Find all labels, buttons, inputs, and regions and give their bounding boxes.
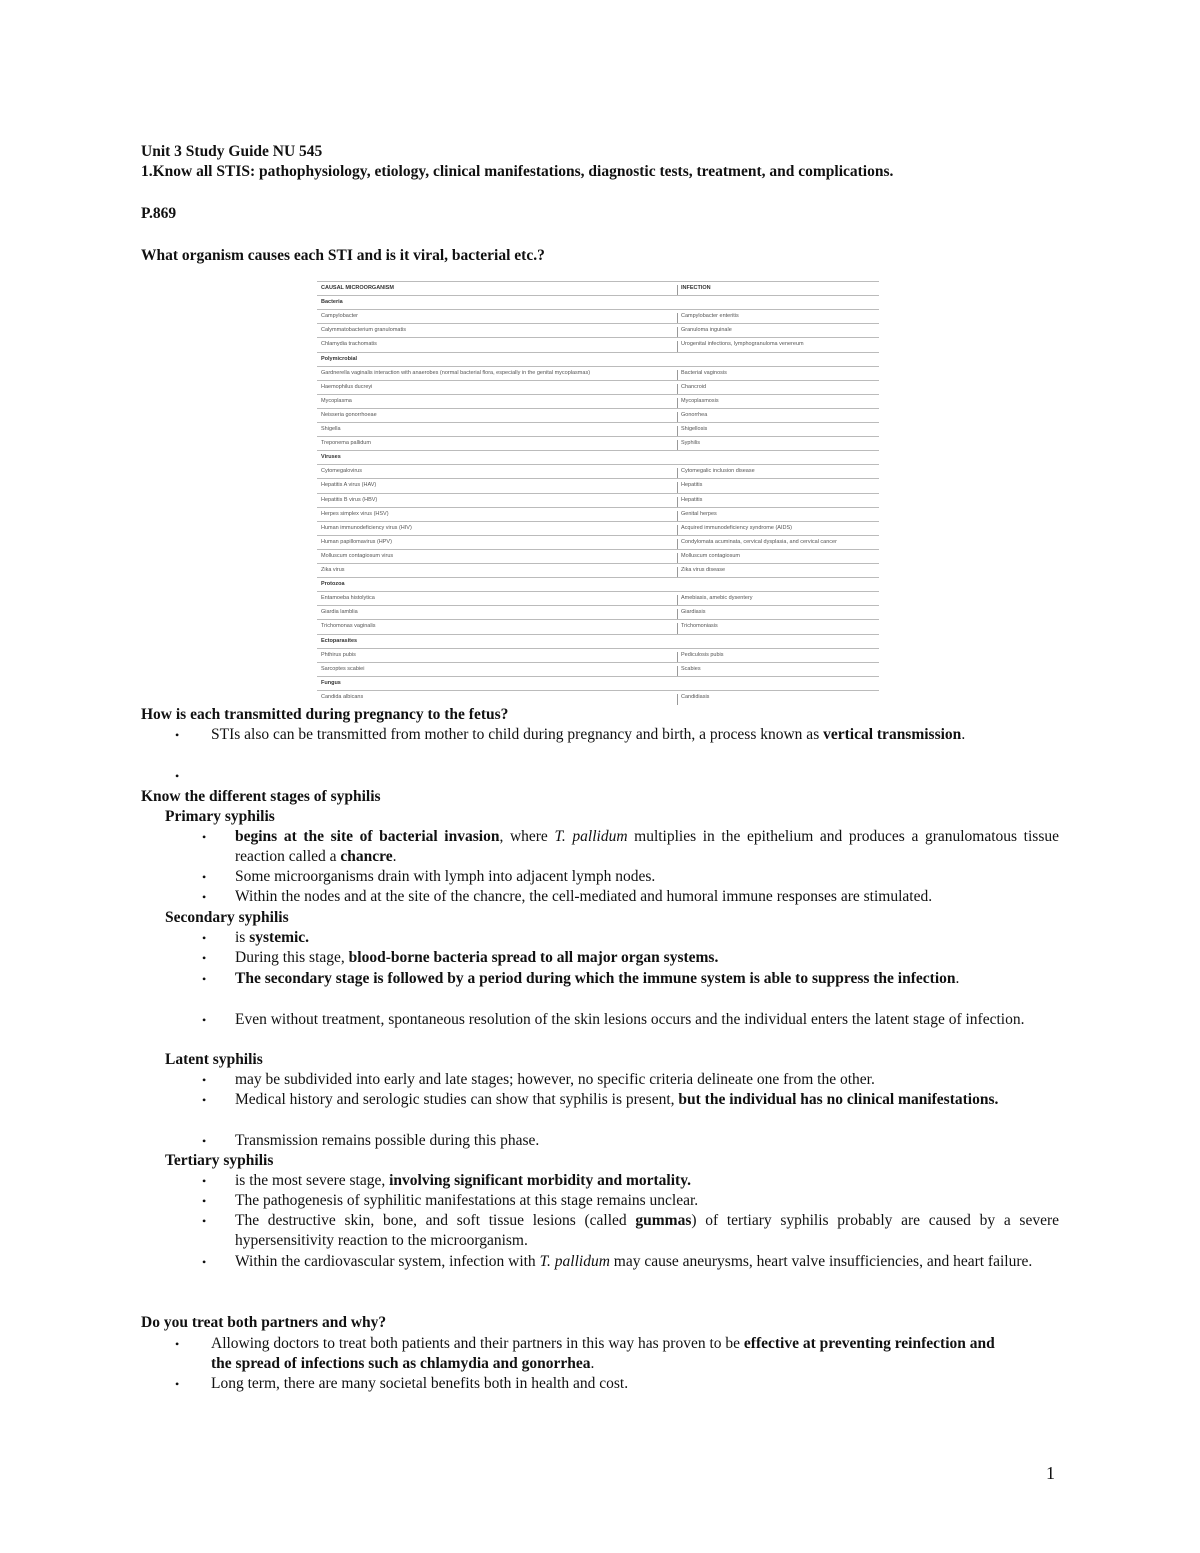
table-category: Polymicrobial bbox=[321, 355, 358, 362]
partners-bullet-2: Long term, there are many societal benefits both in health and cost. bbox=[211, 1375, 629, 1392]
bullet-icon: • bbox=[202, 870, 207, 884]
table-row bbox=[317, 337, 879, 352]
page-number: 1 bbox=[1046, 1463, 1055, 1483]
bullet-icon: • bbox=[202, 951, 207, 965]
table-cell-organism: Candida albicans bbox=[321, 693, 364, 700]
bullet-icon: • bbox=[175, 1377, 180, 1391]
partners-bullet-1: Allowing doctors to treat both patients and their partners in this way has proven to be effective at preventing reinfection and the spread of infections such as chlamydia and gonorrhea. bbox=[211, 1335, 995, 1372]
table-cell-infection: Zika virus disease bbox=[677, 567, 725, 578]
bullet-icon: • bbox=[202, 890, 207, 904]
table-cell-infection: Syphilis bbox=[677, 440, 700, 451]
table-row bbox=[317, 295, 879, 310]
document-title: Unit 3 Study Guide NU 545 bbox=[141, 143, 323, 160]
table-cell-infection: Chancroid bbox=[677, 384, 706, 395]
latent-syphilis-heading: Latent syphilis bbox=[165, 1051, 263, 1068]
table-category: Protozoa bbox=[321, 581, 345, 588]
table-cell-organism: Molluscum contagiosum virus bbox=[321, 552, 394, 559]
table-cell-infection: Bacterial vaginosis bbox=[677, 370, 727, 381]
table-cell-organism: Calymmatobacterium granulomatis bbox=[321, 327, 406, 334]
table-row bbox=[317, 619, 879, 634]
table-cell-infection: Acquired immunodeficiency syndrome (AIDS) bbox=[677, 525, 792, 536]
table-cell-infection: Hepatitis bbox=[677, 482, 702, 493]
table-cell-organism: Campylobacter bbox=[321, 313, 358, 320]
table-cell-organism: Zika virus bbox=[321, 567, 345, 573]
bullet-icon: • bbox=[175, 769, 180, 783]
table-cell-organism: Treponema pallidum bbox=[321, 440, 371, 447]
latent-bullet-2: Medical history and serologic studies can show that syphilis is present, but the individual has no clinical manifestations. bbox=[235, 1091, 999, 1108]
table-cell-organism: Mycoplasma bbox=[321, 397, 352, 404]
table-header-cell: INFECTION bbox=[677, 285, 711, 296]
bullet-icon: • bbox=[202, 1134, 207, 1148]
table-cell-organism: Gardnerella vaginalis interaction with anaerobes (normal bacterial flora, especially in the genital mycoplasmas) bbox=[321, 369, 591, 376]
table-category: Ectoparasites bbox=[321, 637, 358, 644]
tertiary-bullet-4: Within the cardiovascular system, infection with T. pallidum may cause aneurysms, heart valve insufficiencies, and heart failure. bbox=[235, 1253, 1033, 1270]
table-cell-infection: Amebiasis, amebic dysentery bbox=[677, 595, 753, 606]
bullet-icon: • bbox=[202, 1214, 207, 1228]
table-row bbox=[317, 422, 879, 437]
table-row bbox=[317, 478, 879, 493]
bullet-icon: • bbox=[202, 1073, 207, 1087]
table-row bbox=[317, 535, 879, 550]
secondary-bullet-1: is systemic. bbox=[235, 929, 310, 946]
table-cell-infection: Mycoplasmosis bbox=[677, 398, 719, 409]
table-cell-organism: Cytomegalovirus bbox=[321, 468, 362, 475]
table-cell-organism: Hepatitis A virus (HAV) bbox=[321, 482, 377, 489]
pregnancy-bullet-1: STIs also can be transmitted from mother to child during pregnancy and birth, a process known as vertical transmission. bbox=[211, 726, 966, 743]
bullet-icon: • bbox=[202, 1174, 207, 1188]
bullet-icon: • bbox=[202, 1194, 207, 1208]
table-cell-infection: Molluscum contagiosum bbox=[677, 553, 740, 564]
table-row bbox=[317, 591, 879, 606]
table-row bbox=[317, 493, 879, 508]
table-row bbox=[317, 690, 879, 705]
secondary-bullet-4: Even without treatment, spontaneous resolution of the skin lesions occurs and the individual enters the latent stage of infection. bbox=[235, 1011, 1025, 1028]
table-row bbox=[317, 464, 879, 479]
table-cell-infection: Candidiasis bbox=[677, 694, 709, 705]
table-cell-organism: Hepatitis B virus (HBV) bbox=[321, 496, 378, 503]
table-cell-organism: Trichomonas vaginalis bbox=[321, 623, 376, 630]
table-row bbox=[317, 394, 879, 409]
page-reference: P.869 bbox=[141, 205, 177, 222]
secondary-syphilis-heading: Secondary syphilis bbox=[165, 909, 289, 926]
question-syphilis: Know the different stages of syphilis bbox=[141, 788, 381, 805]
table-cell-infection: Urogenital infections, lymphogranuloma venereum bbox=[677, 341, 804, 352]
table-cell-organism: Human immunodeficiency virus (HIV) bbox=[321, 524, 412, 531]
table-cell-infection: Hepatitis bbox=[677, 497, 702, 508]
table-cell-infection: Campylobacter enteritis bbox=[677, 313, 739, 324]
table-cell-organism: Sarcoptes scabiei bbox=[321, 665, 365, 672]
table-row bbox=[317, 676, 879, 691]
tertiary-bullet-1: is the most severe stage, involving significant morbidity and mortality. bbox=[235, 1172, 691, 1189]
table-row bbox=[317, 352, 879, 367]
table-row bbox=[317, 563, 879, 578]
table-row bbox=[317, 634, 879, 649]
latent-bullet-1: may be subdivided into early and late stages; however, no specific criteria delineate one from the other. bbox=[235, 1071, 875, 1088]
table-cell-infection: Condylomata acuminata, cervical dysplasia, and cervical cancer bbox=[677, 539, 837, 550]
table-cell-organism: Shigella bbox=[321, 426, 341, 432]
latent-bullet-3: Transmission remains possible during this phase. bbox=[235, 1132, 540, 1149]
table-row bbox=[317, 366, 879, 381]
question-organism: What organism causes each STI and is it viral, bacterial etc.? bbox=[141, 247, 545, 264]
table-cell-organism: Chlamydia trachomatis bbox=[321, 341, 377, 348]
table-cell-infection: Shigellosis bbox=[677, 426, 707, 437]
table-cell-infection: Gonorrhea bbox=[677, 412, 707, 423]
table-row bbox=[317, 662, 879, 677]
table-cell-infection: Cytomegalic inclusion disease bbox=[677, 468, 755, 479]
table-cell-infection: Trichomoniasis bbox=[677, 623, 718, 634]
table-category: Fungus bbox=[321, 679, 341, 686]
table-row bbox=[317, 436, 879, 451]
table-cell-organism: Haemophilus ducreyi bbox=[321, 383, 373, 390]
primary-bullet-3: Within the nodes and at the site of the chancre, the cell-mediated and humoral immune responses are stimulated. bbox=[235, 888, 933, 905]
table-cell-infection: Granuloma inguinale bbox=[677, 327, 732, 338]
table-cell-organism: Herpes simplex virus (HSV) bbox=[321, 510, 389, 517]
bullet-icon: • bbox=[175, 728, 180, 742]
primary-bullet-1: begins at the site of bacterial invasion, where T. pallidum multiplies in the epithelium and produces a granulomatous tissue reaction called a chancre. bbox=[235, 828, 1059, 865]
primary-bullet-2: Some microorganisms drain with lymph into adjacent lymph nodes. bbox=[235, 868, 656, 885]
table-cell-infection: Genital herpes bbox=[677, 511, 717, 522]
table-row bbox=[317, 323, 879, 338]
table-row bbox=[317, 450, 879, 465]
table-cell-organism: Neisseria gonorrhoeae bbox=[321, 411, 377, 418]
objective-heading: 1.Know all STIS: pathophysiology, etiology, clinical manifestations, diagnostic tests, treatment, and complications. bbox=[141, 163, 894, 180]
table-category: Viruses bbox=[321, 454, 341, 461]
tertiary-bullet-3: The destructive skin, bone, and soft tissue lesions (called gummas) of tertiary syphilis probably are caused by a severe hypersensitivity reaction to the microorganism. bbox=[235, 1212, 1059, 1249]
table-cell-organism: Giardia lamblia bbox=[321, 609, 358, 616]
table-cell-organism: Human papillomavirus (HPV) bbox=[321, 538, 392, 545]
secondary-bullet-2: During this stage, blood-borne bacteria spread to all major organ systems. bbox=[235, 949, 719, 966]
primary-syphilis-heading: Primary syphilis bbox=[165, 808, 275, 825]
table-cell-infection: Pediculosis pubis bbox=[677, 652, 724, 663]
bullet-icon: • bbox=[202, 1013, 207, 1027]
table-cell-infection: Giardiasis bbox=[677, 609, 705, 620]
bullet-icon: • bbox=[202, 1093, 207, 1107]
table-row bbox=[317, 408, 879, 423]
bullet-icon: • bbox=[202, 1255, 207, 1269]
bullet-icon: • bbox=[202, 931, 207, 945]
table-row bbox=[317, 507, 879, 522]
table-row bbox=[317, 549, 879, 564]
tertiary-syphilis-heading: Tertiary syphilis bbox=[165, 1152, 274, 1169]
table-category: Bacteria bbox=[321, 299, 343, 306]
table-row bbox=[317, 648, 879, 663]
table-row bbox=[317, 605, 879, 620]
table-cell-organism: Phthirus pubis bbox=[321, 651, 356, 658]
table-header-row bbox=[317, 281, 879, 296]
bullet-icon: • bbox=[202, 972, 207, 986]
table-row bbox=[317, 309, 879, 324]
sti-organism-table bbox=[317, 281, 879, 705]
question-partners: Do you treat both partners and why? bbox=[141, 1314, 387, 1331]
bullet-icon: • bbox=[175, 1337, 180, 1351]
bullet-icon: • bbox=[202, 830, 207, 844]
table-row bbox=[317, 380, 879, 395]
table-row bbox=[317, 521, 879, 536]
tertiary-bullet-2: The pathogenesis of syphilitic manifestations at this stage remains unclear. bbox=[235, 1192, 699, 1209]
table-row bbox=[317, 577, 879, 592]
table-header-cell: CAUSAL MICROORGANISM bbox=[321, 285, 394, 291]
table-cell-organism: Entamoeba histolytica bbox=[321, 595, 375, 602]
question-pregnancy: How is each transmitted during pregnancy to the fetus? bbox=[141, 706, 509, 723]
secondary-bullet-3: The secondary stage is followed by a period during which the immune system is able to suppress the infection. bbox=[235, 970, 960, 987]
table-cell-infection: Scabies bbox=[677, 666, 701, 677]
